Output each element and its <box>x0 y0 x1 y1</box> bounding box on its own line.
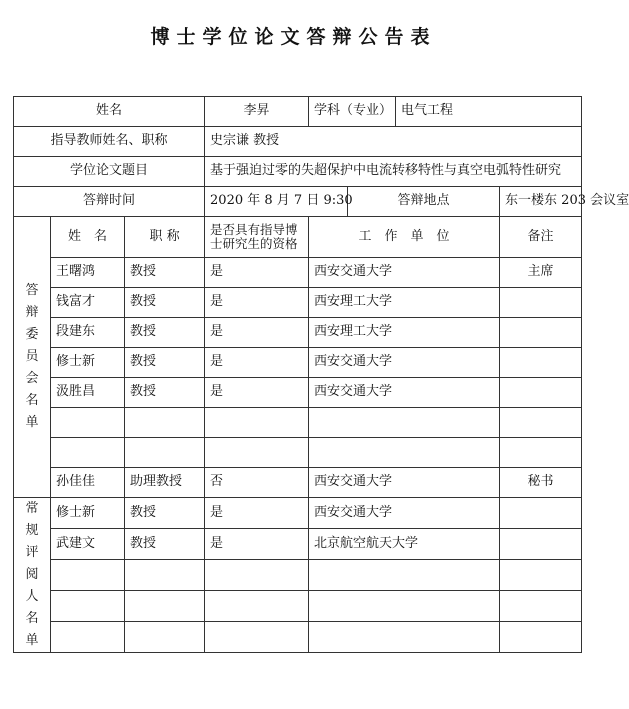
defense-announcement-table <box>13 96 629 653</box>
member-title: 教授 <box>125 498 205 529</box>
member-title <box>125 622 205 653</box>
member-name: 修士新 <box>51 348 125 378</box>
advisor-value: 史宗谦 教授 <box>205 127 582 157</box>
member-title: 教授 <box>125 348 205 378</box>
member-name <box>51 438 125 468</box>
member-unit: 西安交通大学 <box>309 468 500 498</box>
table-row <box>14 438 582 468</box>
member-remark <box>500 408 582 438</box>
member-qualification <box>205 622 309 653</box>
member-unit: 北京航空航天大学 <box>309 529 500 560</box>
reviewers-section-label: 常规评阅人名单 <box>14 498 51 653</box>
member-qualification: 是 <box>205 258 309 288</box>
member-unit: 西安交通大学 <box>309 498 500 529</box>
member-name: 王曙鸿 <box>51 258 125 288</box>
member-qualification: 否 <box>205 468 309 498</box>
table-row <box>14 498 582 529</box>
member-remark <box>500 378 582 408</box>
member-name: 段建东 <box>51 318 125 348</box>
header-title: 职 称 <box>125 217 205 258</box>
member-qualification: 是 <box>205 288 309 318</box>
header-qualification: 是否具有指导博士研究生的资格 <box>205 217 309 258</box>
member-unit: 西安交通大学 <box>309 378 500 408</box>
advisor-label: 指导教师姓名、职称 <box>14 127 205 157</box>
member-title: 教授 <box>125 288 205 318</box>
member-name <box>51 408 125 438</box>
member-qualification <box>205 438 309 468</box>
table-row <box>14 258 582 288</box>
member-name: 汲胜昌 <box>51 378 125 408</box>
member-name: 武建文 <box>51 529 125 560</box>
member-remark: 主席 <box>500 258 582 288</box>
thesis-label: 学位论文题目 <box>14 157 205 187</box>
member-title: 教授 <box>125 378 205 408</box>
member-unit <box>309 438 500 468</box>
member-remark <box>500 560 582 591</box>
subject-value: 电气工程 <box>396 97 582 127</box>
table-row <box>14 468 582 498</box>
member-unit <box>309 408 500 438</box>
member-unit <box>309 560 500 591</box>
member-name: 修士新 <box>51 498 125 529</box>
header-name: 姓 名 <box>51 217 125 258</box>
member-name <box>51 591 125 622</box>
member-title <box>125 560 205 591</box>
table-row <box>14 560 582 591</box>
member-name <box>51 622 125 653</box>
member-qualification: 是 <box>205 529 309 560</box>
page-title: 博士学位论文答辩公告表 <box>150 26 437 48</box>
member-title: 教授 <box>125 529 205 560</box>
table-row <box>14 408 582 438</box>
member-title <box>125 408 205 438</box>
member-unit: 西安交通大学 <box>309 258 500 288</box>
member-unit: 西安交通大学 <box>309 348 500 378</box>
member-name <box>51 560 125 591</box>
member-remark <box>500 318 582 348</box>
table-row <box>14 288 582 318</box>
member-remark <box>500 498 582 529</box>
member-qualification <box>205 560 309 591</box>
committee-section-label: 答辩委员会名单 <box>14 217 51 498</box>
member-remark <box>500 529 582 560</box>
member-remark <box>500 622 582 653</box>
member-title: 教授 <box>125 318 205 348</box>
subject-label: 学科（专业） <box>309 97 396 127</box>
table-row <box>14 591 582 622</box>
member-remark <box>500 591 582 622</box>
thesis-value: 基于强迫过零的失超保护中电流转移特性与真空电弧特性研究 <box>205 157 582 187</box>
member-qualification: 是 <box>205 318 309 348</box>
table-row <box>14 348 582 378</box>
table-row <box>14 378 582 408</box>
table-row <box>14 318 582 348</box>
time-value: 2020 年 8 月 7 日 9:30 <box>205 187 348 217</box>
member-unit <box>309 622 500 653</box>
member-name: 钱富才 <box>51 288 125 318</box>
member-unit <box>309 591 500 622</box>
member-remark <box>500 348 582 378</box>
member-remark <box>500 288 582 318</box>
member-remark: 秘书 <box>500 468 582 498</box>
name-value: 李昇 <box>205 97 309 127</box>
member-unit: 西安理工大学 <box>309 318 500 348</box>
member-qualification: 是 <box>205 498 309 529</box>
member-title <box>125 438 205 468</box>
member-title: 教授 <box>125 258 205 288</box>
member-qualification <box>205 408 309 438</box>
member-unit: 西安理工大学 <box>309 288 500 318</box>
member-qualification: 是 <box>205 348 309 378</box>
member-qualification: 是 <box>205 378 309 408</box>
table-row <box>14 529 582 560</box>
name-label: 姓名 <box>14 97 205 127</box>
time-label: 答辩时间 <box>14 187 205 217</box>
header-unit: 工 作 单 位 <box>309 217 500 258</box>
member-name: 孙佳佳 <box>51 468 125 498</box>
table-row <box>14 622 582 653</box>
header-remark: 备注 <box>500 217 582 258</box>
member-remark <box>500 438 582 468</box>
member-title <box>125 591 205 622</box>
place-label: 答辩地点 <box>348 187 500 217</box>
member-title: 助理教授 <box>125 468 205 498</box>
place-value: 东一楼东 203 会议室 <box>500 187 582 217</box>
member-qualification <box>205 591 309 622</box>
